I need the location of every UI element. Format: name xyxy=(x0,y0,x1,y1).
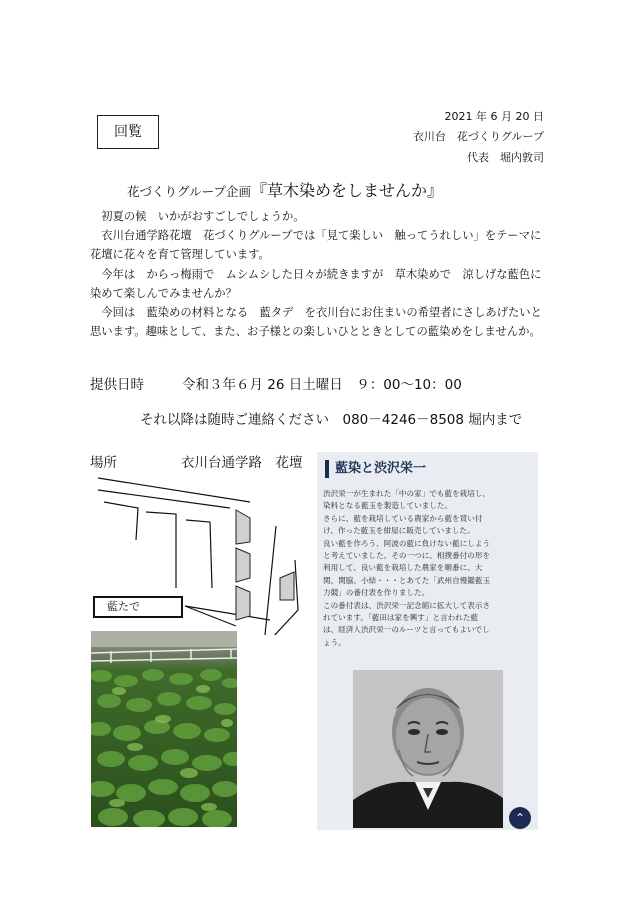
page-title xyxy=(127,178,443,201)
body-line-4: 今年は からっ梅雨で ムシムシした日々が続きますが 草木染めで 涼しげな藍色に xyxy=(90,268,542,281)
panel-line: 力競」の番付表を作りました。 xyxy=(323,588,430,598)
panel-line: 関、関脇、小結・・・とあてた「武州自慢鑑藍玉 xyxy=(323,575,491,585)
map-pointer-line xyxy=(185,606,236,626)
panel-line: け、作った藍玉を紺屋に販売していました。 xyxy=(323,526,475,536)
panel-line: 染料となる藍玉を製造していました。 xyxy=(323,501,453,511)
map-pointer-line xyxy=(185,606,270,620)
representative: 代表 堀内敦司 xyxy=(467,151,544,164)
contact-info: それ以降は随時ご連絡ください 080－4246－8508 堀内まで xyxy=(140,412,523,428)
panel-line: は、経済人渋沢栄一のルーツと言ってもよいでし xyxy=(323,625,490,635)
panel-line: と考えていました。その一つに、相撲番付の形を xyxy=(323,551,491,561)
panel-title: 藍染と渋沢栄一 xyxy=(323,458,531,480)
flowerbed-shape xyxy=(236,510,250,544)
map-label-box xyxy=(93,596,183,618)
body-line-5: 染めて楽しんでみませんか？ xyxy=(90,287,237,300)
body-line-6: 今回は 藍染めの材料となる 藍タデ を衣川台にお住まいの希望者にさしあげたいと xyxy=(90,306,542,319)
shibusawa-info-panel xyxy=(317,452,538,830)
panel-line: 渋沢栄一が生まれた「中の家」でも藍を栽培し、 xyxy=(323,489,491,498)
title-prefix: 花づくりグループ企画 xyxy=(127,184,252,199)
body-line-2: 衣川台通学路花壇 花づくりグループでは「見て楽しい 触ってうれしい」をテーマに xyxy=(90,229,542,242)
shibusawa-portrait xyxy=(353,670,503,828)
organization: 衣川台 花づくりグループ xyxy=(412,130,544,143)
body-line-1: 初夏の候 いかがおすごしでしょうか。 xyxy=(90,210,305,223)
panel-line: この番付表は、渋沢栄一記念館に拡大して表示さ xyxy=(323,600,491,610)
map-road-line xyxy=(104,502,138,540)
map-road-line xyxy=(186,520,212,588)
place-value: 衣川台通学路 花壇 xyxy=(181,455,303,471)
title-main: 『草木染めをしませんか』 xyxy=(251,181,444,200)
flowerbed-shape xyxy=(236,548,250,582)
panel-text xyxy=(323,488,535,649)
panel-line: ょう。 xyxy=(323,637,346,647)
scroll-top-button[interactable] xyxy=(509,807,531,829)
panel-line: さらに、藍を栽培している農家から藍を買い付 xyxy=(323,513,483,523)
date: 2021 年 6 月 20 日 xyxy=(444,110,544,123)
schedule-label: 提供日時 xyxy=(90,377,144,393)
indigo-plant-photo xyxy=(91,631,237,827)
flowerbed-shape xyxy=(236,586,250,620)
map-road-line xyxy=(265,526,276,635)
schedule-value: 令和３年６月 26 日土曜日 ９：00〜10：00 xyxy=(182,377,462,393)
panel-line: れています。「藍田は家を興す」と言われた藍 xyxy=(323,613,479,623)
circular-label: 回覧 xyxy=(114,124,142,140)
map-label: 藍たで xyxy=(107,600,140,613)
flowerbed-shape xyxy=(280,572,294,600)
body-line-7: 思います。趣味として、また、お子様との楽しいひとときとしての藍染めをしませんか。 xyxy=(90,325,541,338)
panel-line: 良い藍を作ろう、阿波の藍に負けない藍にしよう xyxy=(323,538,491,548)
place-label: 場所 xyxy=(90,455,117,471)
panel-line: 利用して、良い藍を栽培した農家を順番に、大 xyxy=(323,563,483,573)
map-road-line xyxy=(98,478,250,502)
map-road-line xyxy=(146,512,176,588)
circular-notice-box xyxy=(97,115,159,149)
body-line-3: 花壇に花々を育て管理しています。 xyxy=(90,248,270,261)
map-road-line xyxy=(98,490,230,508)
chevron-up-icon: ⌃ xyxy=(514,811,526,825)
